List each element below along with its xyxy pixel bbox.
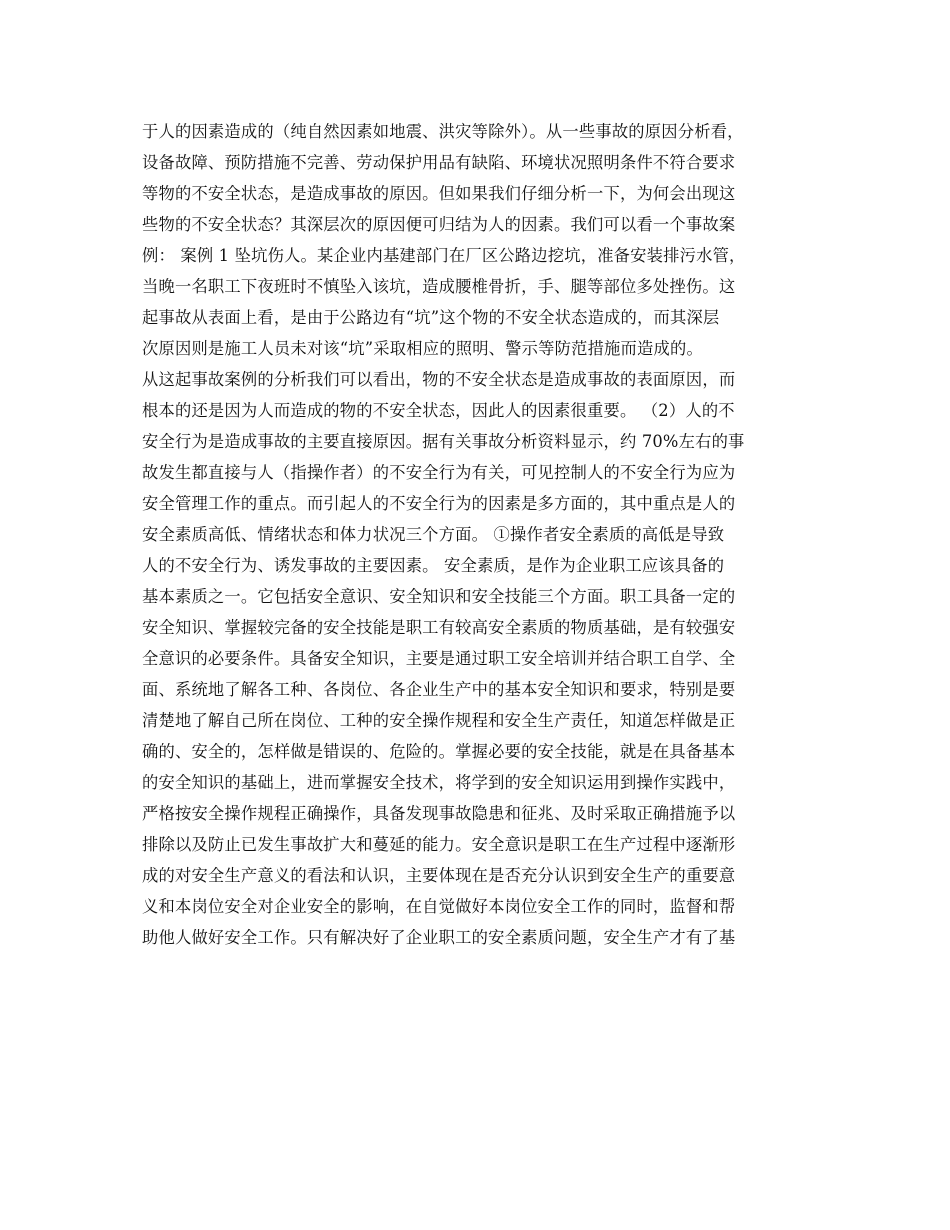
text-line: 故发生都直接与人（指操作者）的不安全行为有关，可见控制人的不安全行为应为: [142, 463, 736, 482]
text-line: 等物的不安全状态，是造成事故的原因。但如果我们仔细分析一下，为何会出现这: [142, 184, 736, 203]
text-line: 于人的因素造成的（纯自然因素如地震、洪灾等除外）。从一些事故的原因分析看，: [142, 122, 744, 141]
text-line: 面、系统地了解各工种、各岗位、各企业生产中的基本安全知识和要求，特别是要: [142, 680, 736, 699]
text-line: 些物的不安全状态？其深层次的原因便可归结为人的因素。我们可以看一个事故案: [142, 215, 736, 234]
text-line: 基本素质之一。它包括安全意识、安全知识和安全技能三个方面。职工具备一定的: [142, 587, 736, 606]
body-text: [142, 116, 822, 953]
text-line: 人的不安全行为、诱发事故的主要因素。 安全素质，是作为企业职工应该具备的: [142, 556, 725, 575]
text-line: 全意识的必要条件。具备安全知识，主要是通过职工安全培训并结合职工自学、全: [142, 649, 736, 668]
text-line: 安全素质高低、情绪状态和体力状况三个方面。 ①操作者安全素质的高低是导致: [142, 525, 725, 544]
text-line: 确的、安全的，怎样做是错误的、危险的。掌握必要的安全技能，就是在具备基本: [142, 742, 736, 761]
text-line: 排除以及防止已发生事故扩大和蔓延的能力。安全意识是职工在生产过程中逐渐形: [142, 835, 736, 854]
text-line: 严格按安全操作规程正确操作，具备发现事故隐患和征兆、及时采取正确措施予以: [142, 804, 736, 823]
text-line: 根本的还是因为人而造成的物的不安全状态，因此人的因素很重要。 （2）人的不: [142, 401, 735, 420]
text-line: 从这起事故案例的分析我们可以看出，物的不安全状态是造成事故的表面原因，而: [142, 370, 736, 389]
text-line: 例： 案例 1 坠坑伤人。某企业内基建部门在厂区公路边挖坑，准备安装排污水管，: [142, 246, 746, 265]
text-line: 设备故障、预防措施不完善、劳动保护用品有缺陷、环境状况照明条件不符合要求: [142, 153, 736, 172]
text-line: 安全行为是造成事故的主要直接原因。据有关事故分析资料显示，约 70%左右的事: [142, 432, 745, 451]
text-line: 次原因则是施工人员未对该“坑”采取相应的照明、警示等防范措施而造成的。: [142, 339, 703, 358]
text-line: 的安全知识的基础上，进而掌握安全技术，将学到的安全知识运用到操作实践中，: [142, 773, 736, 792]
text-line: 成的对安全生产意义的看法和认识，主要体现在是否充分认识到安全生产的重要意: [142, 866, 736, 885]
text-line: 助他人做好安全工作。只有解决好了企业职工的安全素质问题，安全生产才有了基: [142, 928, 736, 947]
text-line: 起事故从表面上看，是由于公路边有“坑”这个物的不安全状态造成的，而其深层: [142, 308, 720, 327]
text-line: 当晚一名职工下夜班时不慎坠入该坑，造成腰椎骨折，手、腿等部位多处挫伤。这: [142, 277, 736, 296]
text-line: 安全管理工作的重点。而引起人的不安全行为的因素是多方面的，其中重点是人的: [142, 494, 736, 513]
text-line: 清楚地了解自己所在岗位、工种的安全操作规程和安全生产责任，知道怎样做是正: [142, 711, 736, 730]
text-line: 安全知识、掌握较完备的安全技能是职工有较高安全素质的物质基础，是有较强安: [142, 618, 736, 637]
text-line: 义和本岗位安全对企业安全的影响，在自觉做好本岗位安全工作的同时，监督和帮: [142, 897, 736, 916]
